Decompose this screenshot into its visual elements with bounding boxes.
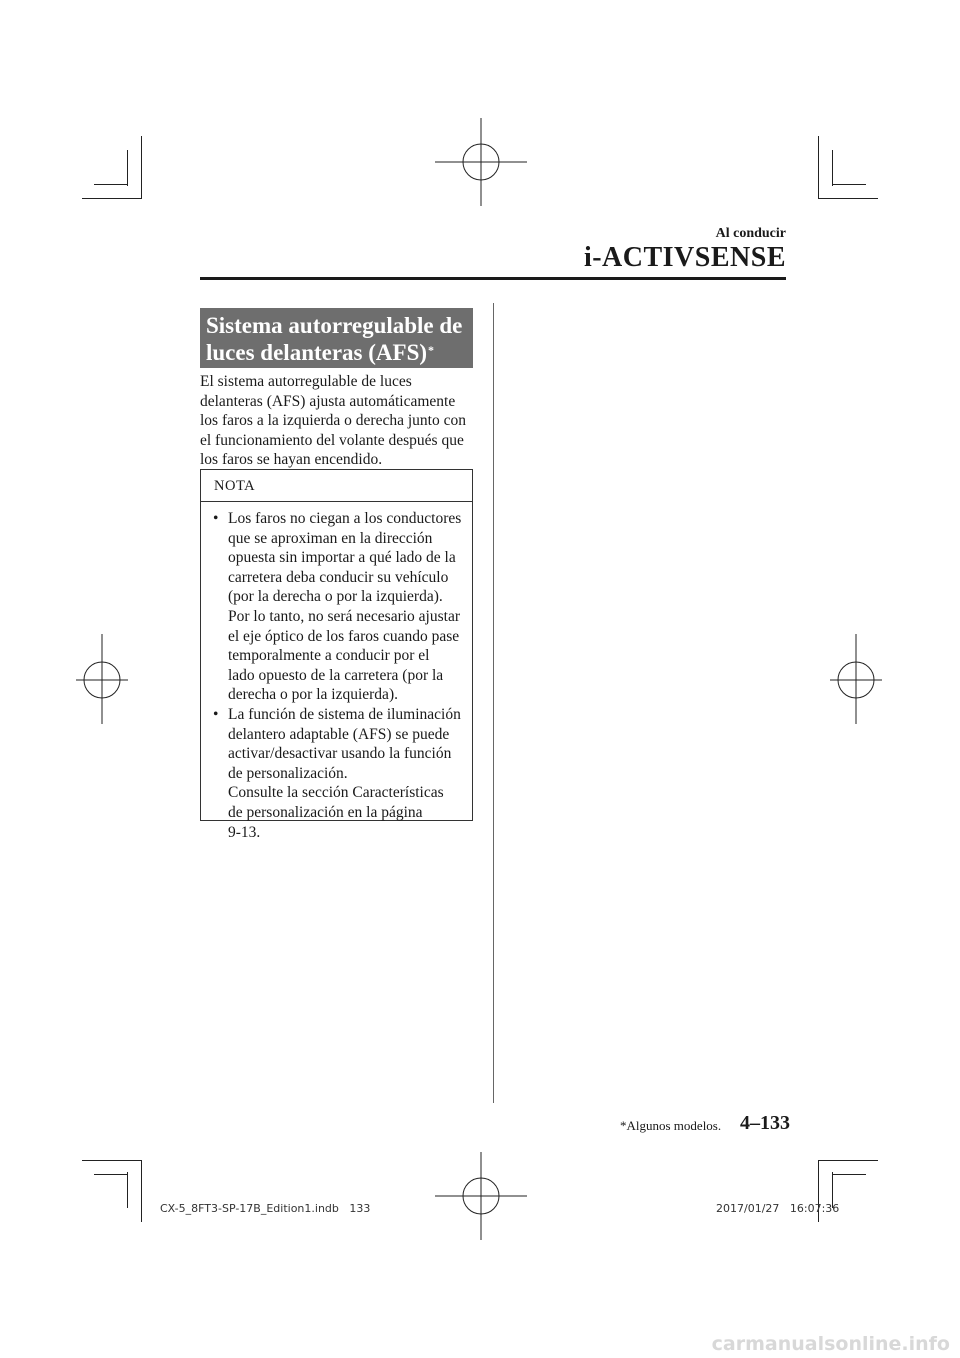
bullet-icon: • xyxy=(213,705,219,723)
section-heading-asterisk: * xyxy=(428,343,435,357)
intro-line: el funcionamiento del volante después que xyxy=(200,431,464,449)
chapter-title: i-ACTIVSENSE xyxy=(583,242,786,273)
section-heading-line-1: Sistema autorregulable de xyxy=(206,313,463,338)
registration-mark-right xyxy=(830,634,882,724)
section-heading-line-2 xyxy=(206,339,473,366)
note-bullet-2 xyxy=(201,705,472,842)
note-line: Los faros no ciegan a los conductores xyxy=(228,510,462,527)
watermark: carmanualsonline.info xyxy=(711,1333,950,1355)
note-line: 9-13. xyxy=(228,823,261,841)
note-line: derecha o por la izquierda). xyxy=(228,686,398,704)
note-line: temporalmente a conducir por el xyxy=(228,647,430,665)
section-title: Al conducir xyxy=(715,226,786,241)
note-line: carretera deba conducir su vehículo xyxy=(228,568,449,586)
note-line: que se aproximan en la dirección xyxy=(228,529,433,547)
header-rule xyxy=(200,277,786,280)
registration-mark-bottom xyxy=(435,1152,527,1240)
intro-line: los faros a la izquierda o derecha junto con xyxy=(200,412,466,430)
note-line: lado opuesto de la carretera (por la xyxy=(228,666,444,684)
note-line: activar/desactivar usando la función xyxy=(228,745,452,763)
section-heading-line-2-text: luces delanteras (AFS) xyxy=(206,340,428,365)
note-line: delantero adaptable (AFS) se puede xyxy=(228,725,450,743)
section-heading xyxy=(200,308,473,368)
note-line: Por lo tanto, no será necesario ajustar xyxy=(228,607,460,625)
intro-paragraph xyxy=(200,372,476,470)
note-body xyxy=(201,509,472,842)
file-name: CX-5_8FT3-SP-17B_Edition1.indb 133 xyxy=(160,1202,371,1215)
footnote: *Algunos modelos. xyxy=(620,1118,722,1133)
note-label: NOTA xyxy=(214,478,256,494)
note-bullet-1 xyxy=(201,509,472,705)
column-divider xyxy=(493,303,494,1103)
intro-line: delanteras (AFS) ajusta automáticamente xyxy=(200,392,456,410)
intro-line: El sistema autorregulable de luces xyxy=(200,373,412,390)
page-number: 4–133 xyxy=(740,1112,790,1134)
note-line: La función de sistema de iluminación xyxy=(228,705,461,723)
bullet-icon: • xyxy=(213,510,219,527)
intro-line: los faros se hayan encendido. xyxy=(200,451,383,469)
note-line: (por la derecha o por la izquierda). xyxy=(228,588,443,606)
registration-mark-left xyxy=(76,634,128,724)
file-timestamp: 2017/01/27 16:07:36 xyxy=(716,1202,840,1215)
note-line: de personalización en la página xyxy=(228,803,423,821)
note-line: Consulte la sección Características xyxy=(228,784,444,802)
registration-mark-top xyxy=(435,118,527,206)
note-line: opuesta sin importar a qué lado de la xyxy=(228,549,456,567)
note-line: de personalización. xyxy=(228,764,348,782)
note-line: el eje óptico de los faros cuando pase xyxy=(228,627,460,645)
note-header xyxy=(201,470,472,502)
note-box xyxy=(200,469,473,841)
